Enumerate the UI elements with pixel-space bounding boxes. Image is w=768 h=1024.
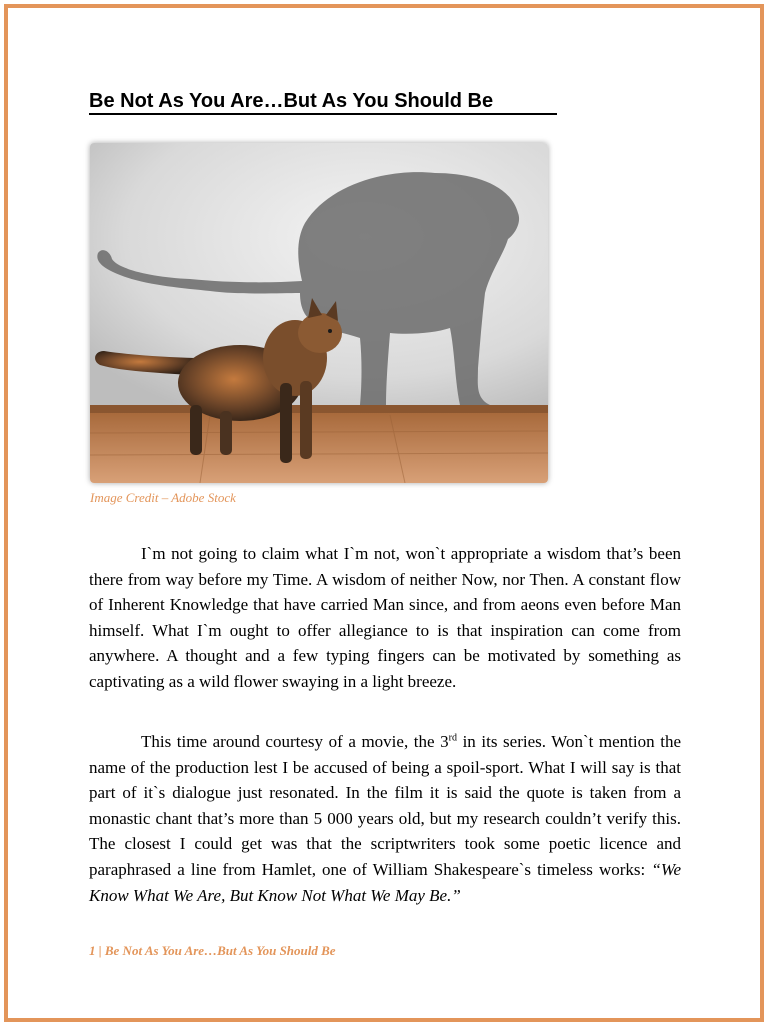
page-footer: 1 | Be Not As You Are…But As You Should Be	[89, 943, 336, 958]
image-caption: Image Credit – Adobe Stock	[90, 490, 236, 505]
ordinal-superscript: rd	[448, 732, 457, 744]
paragraph-2-text-start: This time around courtesy of a movie, the 3	[141, 732, 449, 751]
page-title: Be Not As You Are…But As You Should Be	[89, 90, 494, 112]
paragraph-2-text-end: in its series. Won`t mention the name of the production lest I be accused of being a spoil-sport. What I will say is that part of it`s dialogue just resonated. In the film it is said the quote is taken from a monastic chant that’s more than 5 000 years old, but my research couldn’t verify this. The closest I could get was that the scriptwriters took some poetic licence and paraphrased a line from Hamlet, one of William Shakespeare`s timeless works:	[89, 732, 681, 879]
paragraph-2	[89, 729, 681, 908]
paragraph-1	[89, 541, 681, 695]
paragraph-1-text: I`m not going to claim what I`m not, won`t appropriate a wisdom that’s been there from way before my Time. A wisdom of neither Now, nor Then. A constant flow of Inherent Knowledge that have carried Man since, and from aeons even before Man himself. What I`m ought to offer allegiance to is that inspiration can come from anywhere. A thought and a few typing fingers can be motivated by something as captivating as a wild flower swaying in a light breeze.	[89, 544, 681, 691]
hamlet-quote: “We Know What We Are, But Know Not What We May Be.”	[89, 859, 681, 905]
paragraph-2-text	[89, 729, 681, 908]
article-image	[90, 143, 548, 483]
title-underline	[89, 113, 557, 115]
